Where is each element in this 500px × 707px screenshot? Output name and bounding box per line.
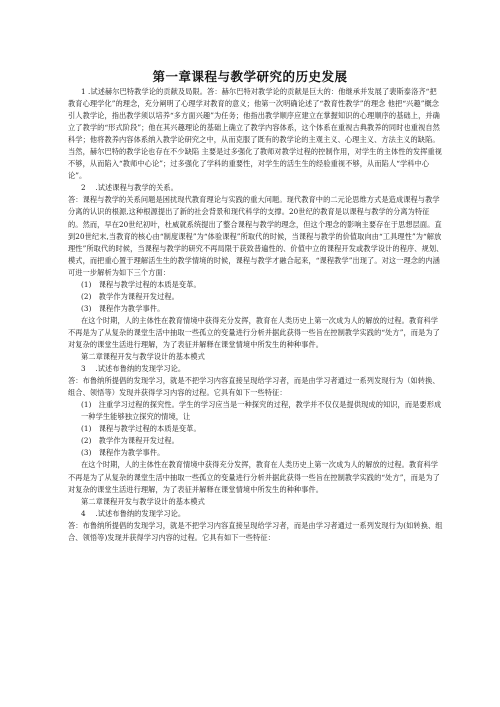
page-title: 第一章课程与教学研究的历史发展 [152, 69, 348, 84]
list-item: (1) 注重学习过程的探究性。学生的学习应当是一种探究的过程，教学并不仅仅是提供现成的知识，而是要形成一种学生能够独立探究的情境，让 [81, 400, 442, 422]
paragraph: 2 .试述课程与教学的关系。 [81, 183, 178, 193]
paragraph: 3 .试述布鲁纳的发现学习论。 [81, 364, 186, 374]
list-item: (3) 课程作为教学事件。 [81, 448, 165, 458]
paragraph: 答：布鲁纳所提倡的发现学习，就是不把学习内容直接呈现给学习者，而是由学习者通过一系列发现行为（如转换、组合、领悟等）发现并获得学习内容的过程。它具有如下一些特征： [68, 376, 440, 398]
list-item: (2) 教学作为课程开发过程。 [81, 291, 179, 301]
list-item: (1) 课程与教学过程的本质是变革。 [81, 279, 201, 289]
paragraph: 1 .试述赫尔巴特教学论的贡献及局限。答：赫尔巴特对教学论的贡献是巨大的：他继承并发展了裴斯泰洛齐“把教育心理学化”的理念，充分阐明了心理学对教育的意义；他第一次明确论述了“教育性教学”的理念 他把“兴趣”概念引人教学论，指出教学须以培养“多方面兴趣”为任务；他指出教学顺序应建立在掌握知识的心理顺序的基础上，并确立了教学的“形式阶段”；他在其兴趣理论的基础上确立了教学内容体系，这个体系在重视古典教养的同时也重视自然科学；他将教养内容体系纳入教学论研究之中，从而克服了既有的教学论的主观主义、心理主义、方法主义的缺陷。当然，赫尔巴特的教学论也存在不少缺陷 主要是过多强化了教师对教学过程的控制作用，对学生的主体性的发挥重视不够，从而陷入“教师中心论”；过多强化了学科的重要性，对学生的活生生的经验重视不够，从而陷人“学科中心论”。 [68, 87, 443, 181]
list-item: (2) 教学作为课程开发过程。 [81, 436, 179, 446]
paragraph: 答：布鲁纳所提倡的发现学习，就是不把学习内容直接呈现给学习者，而是由学习者通过一系列发现行为(如转换、组合、领悟等)发现并获得学习内容的过程。它具有如下一些特征： [68, 520, 443, 542]
paragraph: 第二章课程开发与教学设计的基本模式 [81, 496, 205, 506]
paragraph: 4 .试述布鲁纳的发现学习论。 [81, 508, 186, 518]
paragraph: 在这个时期，人的主体性在教育情境中获得充分发挥，教育在人类历史上第一次成为人的解放的过程。教育科学不再是为了从复杂的课堂生活中抽取一些孤立的变量进行分析并据此获得一些旨在控制教学实践的“处方”，而是为了对复杂的课堂生活进行理解，为了表征并解释在课堂情境中所发生的种种事件。 [68, 315, 440, 349]
list-item: (3) 课程作为教学事件。 [81, 303, 165, 313]
paragraph: 第二章课程开发与教学设计的基本模式 [81, 352, 205, 362]
paragraph: 答：课程与教学的关系问题是困扰现代教育理论与实践的重大问题。现代教育中的二元论思维方式是造成课程与教学分离的认识的根源,这种根源提出了新的社会背景和现代科学的支撑。20世纪的教育是以课程与教学的分离为特征的。然而，早在20世纪初叶，杜威就系统提出了整合课程与教学的理念，但这个理念的影响主要存在于思想层面。直到20世纪末,当教育的核心由“制度课程”为“体验课程”所取代的时候，当课程与教学的价值取向由“工具理性”为“解放理性”所取代的时候，当课程与教学的研究不再局限于获致普遍性的、价值中立的课程开发或教学设计的程序、规划、模式，而把重心置于理解活生生的教学情境的时候，课程与教学才融合起来，“课程教学”出现了。对这一理念的内涵可进一步解析为如下三个方面： [68, 195, 444, 277]
list-item: (1) 课程与教学过程的本质是变革。 [81, 424, 201, 434]
document-body [68, 86, 444, 544]
paragraph: 在这个时期，人的主体性在教育情境中获得充分发挥，教育在人类历史上第一次成为人的解放的过程。教育科学不再是为了从复杂的课堂生活中抽取一些孤立的变量进行分析并据此获得一些旨在控制教学实践的“处方”，而是为了对复杂的课堂生活进行理解，为了表征并解释在课堂情境中所发生的种种事件。 [68, 460, 440, 494]
